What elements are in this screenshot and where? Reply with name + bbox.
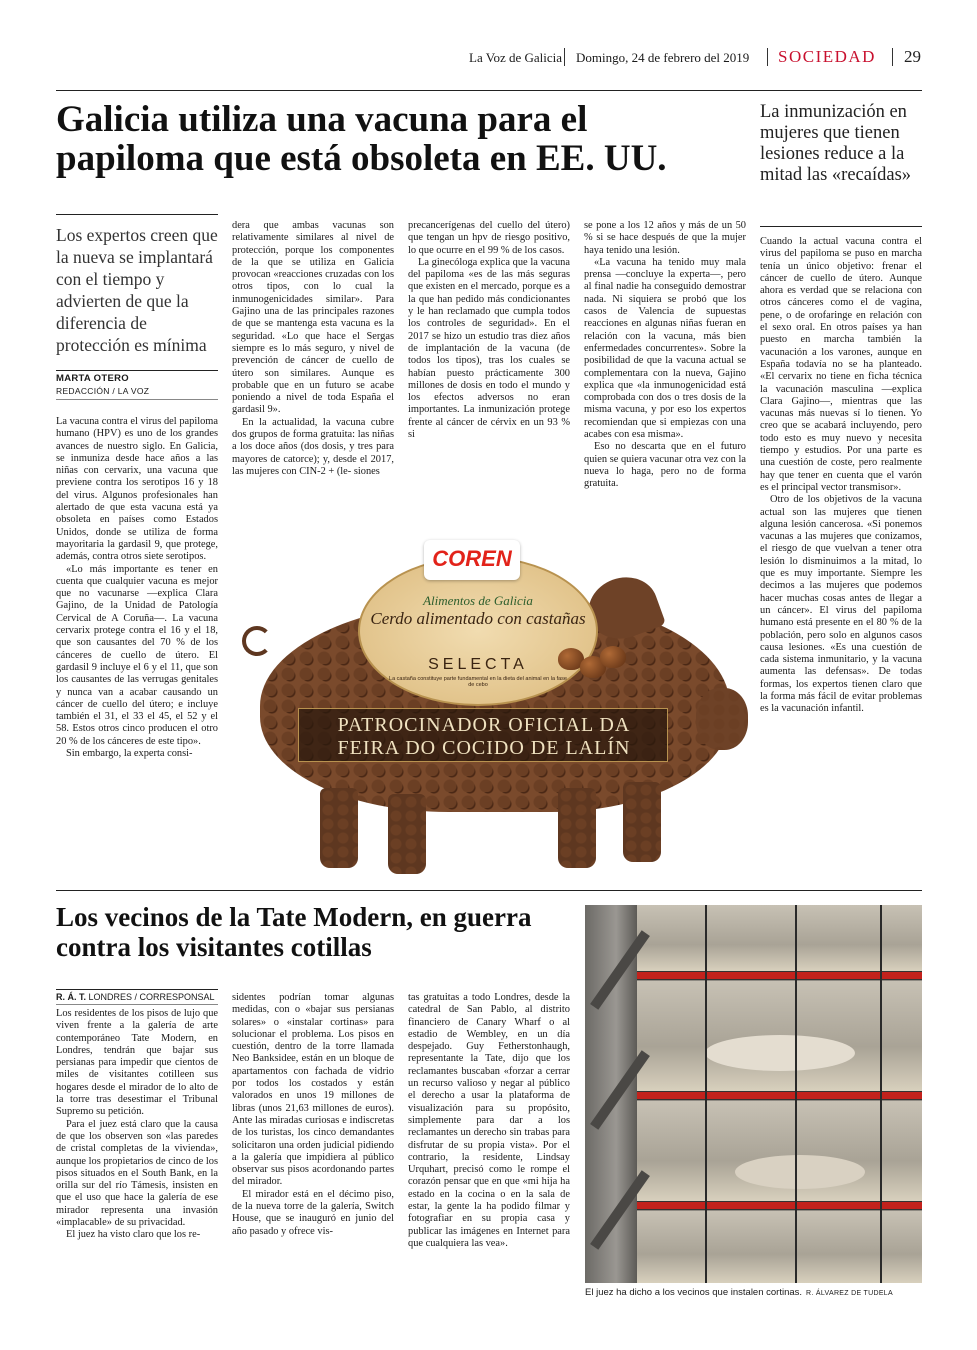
issue-date: Domingo, 24 de febrero del 2019 bbox=[576, 50, 750, 65]
byline-rule bbox=[56, 370, 218, 371]
article1-deck: Los expertos creen que la nueva se implantará con el tiempo y advierten de que la diferencia de protección es mínima bbox=[56, 225, 218, 355]
publication-name: La Voz de Galicia bbox=[469, 50, 563, 65]
paragraph: Sin embargo, la experta consi- bbox=[66, 748, 193, 760]
floor-slab bbox=[621, 1091, 922, 1100]
byline-rule bbox=[56, 989, 218, 990]
pig-leg bbox=[388, 794, 426, 874]
sidebar-headline: La inmunización en mujeres que tienen lesiones reduce a la mitad las «recaídas» bbox=[760, 102, 912, 185]
photo-credit: R. ÁLVAREZ DE TUDELA bbox=[806, 1290, 893, 1297]
ad-product: Cerdo alimentado con castañas bbox=[370, 609, 586, 628]
article2-headline: Los vecinos de la Tate Modern, en guerra contra los visitantes cotillas bbox=[56, 902, 532, 962]
window-floor bbox=[629, 905, 922, 971]
paragraph: La ginecóloga explica que la vacuna del papiloma «es de las más seguras que existen en el mercado, porque es a la que han pedido más condicionantes y le han reclamado que cumpla todos los controles de seguridad». En el 2017 se hizo un estudio tras diez años de implantación de la vacuna (de todos los tipos), tras los cuales se habían puesto prácticamente 300 millones de dosis en todo el mundo y los efectos adversos no eran importantes. La inmunización protege frente al cáncer de cérvix en un 93 % si bbox=[408, 256, 570, 441]
coren-logo-text: COREN bbox=[432, 546, 512, 571]
paragraph: Eso no descarta que en el futuro quien se quiera vacunar otra vez con la nueva lo haga, pero no de forma gratuita. bbox=[584, 441, 746, 490]
pig-tail-shape bbox=[242, 626, 272, 656]
window-mullion bbox=[705, 905, 707, 1283]
selecta-logo: SELECTA bbox=[428, 656, 528, 673]
byline-rule bbox=[56, 1004, 218, 1005]
window-mullion bbox=[880, 905, 882, 1283]
article2-column-1 bbox=[56, 1008, 218, 1308]
caption-text: El juez ha dicho a los vecinos que instalen cortinas. bbox=[585, 1287, 803, 1298]
chestnut-icon bbox=[600, 646, 626, 668]
page-number: 29 bbox=[904, 47, 921, 66]
paragraph: «Lo más importante es tener en cuenta que cualquier vacuna es mejor que no vacunarse —explica Clara Gajino, de la Unidad de Patología Cervical de A Coruña—. La vacuna cervarix protege contra el 16 y el 18, que son causantes del 70 % de los cánceres de cuello de útero. El gardasil 9 incluye el 6 y el 11, que son los causantes de las verrugas genitales y nunca van a acabar causando un cáncer de cuello del útero; e incluye también el 31, el 33 el 45, el 52 y el 58. Estos otros cinco producen el otro 20 % de los cánceres de este tipo». bbox=[56, 563, 218, 747]
coren-logo bbox=[424, 540, 520, 580]
ad-fine-print: La castaña constituye parte fundamental en la dieta del animal en la fase de cebo bbox=[389, 676, 567, 688]
floor-slab bbox=[621, 1201, 922, 1210]
paragraph: El juez ha visto claro que los re- bbox=[66, 1229, 201, 1241]
article1-headline: Galicia utiliza una vacuna para el papiloma que está obsoleta en EE. UU. bbox=[56, 99, 667, 179]
paragraph: dera que ambas vacunas son relativamente similares al nivel de protección, porque los componentes de la que se utiliza en Galicia provocan «reacciones cruzadas con los otros tipos, con lo cual la inmunogenicidades similar». Para Gajino una de las principales razones de que se mantenga esta vacuna es la seguridad. «Lo que hace el Sergas siempre es lo más seguro, y nivel de prevención de cáncer de cuello de útero son similares. Aunque es probable que en un futuro se acabe poniendo a nivel de toda España el gardasil 9». bbox=[232, 220, 394, 416]
article1-column-2 bbox=[232, 220, 394, 556]
ad-tagline: Alimentos de Galicia bbox=[423, 593, 533, 608]
sidebar-rule bbox=[760, 226, 922, 227]
article1-byline: MARTA OTERO bbox=[56, 373, 129, 384]
paragraph: sidentes podrían tomar algunas medidas, con o «bajar sus persianas solares» o «instalar cortinas» para solucionar el problema. Los pisos en cuestión, dentro de la torre llamada Neo Banksidee, están en un bloque de apartamentos con fachada de vidrio por todos los costados y están valorados en unos 19 millones de libras (unos 21,63 millones de euros). Ante las miradas curiosas e indiscretas de los turistas, los cinco demandantes solicitaron una orden judicial pidiendo a la galería que impidiera al público observar sus pisos acordonando partes del mirador. bbox=[232, 992, 394, 1188]
pig-leg bbox=[320, 788, 358, 868]
advertisement[interactable] bbox=[228, 538, 750, 878]
window-floor bbox=[629, 1211, 922, 1283]
header-divider bbox=[892, 48, 893, 66]
paragraph: se pone a los 12 años y más de un 50 % si se hace después de que la mujer haya tenido una lesión. bbox=[584, 220, 746, 256]
ad-sponsor-banner bbox=[298, 708, 668, 762]
paragraph: Otro de los objetivos de la vacuna actual son las mujeres que tienen alguna lesión cancerosa. «Si ponemos vacunas a las mujeres que conizamos, el riesgo de que vuelvan a tener otra lesión lo disminuimos a la mitad, lo que es muy importante. Siempre les decimos a las mujeres que podemos hacer muchas cosas antes de llegar a un cáncer». El virus del papiloma humano está presente en el 80 % de la población, pero solo en algunos casos causa lesiones. «Es una cuestión de cada sistema inmunitario, y la vacuna aumenta las defensas». De todas formas, los expertos tienen claro que la forma más fácil de evitar problemas es la vacunación infantil. bbox=[760, 494, 922, 715]
news-photo-building[interactable] bbox=[585, 905, 922, 1283]
page-header bbox=[56, 46, 922, 72]
article1-column-4 bbox=[584, 220, 746, 572]
sidebar-body bbox=[760, 236, 922, 876]
paragraph: En la actualidad, la vacuna cubre dos grupos de forma gratuita: las niñas a los doce años (dos dosis, y tres para mayores de catorce); y, desde el 2017, las mujeres con CIN-2 + (le- siones bbox=[232, 416, 394, 477]
header-divider bbox=[564, 48, 565, 66]
paragraph: «La vacuna ha tenido muy mala prensa —concluye la experta—, pero al final nadie ha conseguido demostrar nada. Ni siquiera se probó que los casos de Valencia de supuestas reacciones en algunas niñas fueran en relación con la vacuna, más bien enfermedades concurrentes». Sobre la posibilidad de que la vacuna actual se complementara con la nueva, Gajino explica que «la inmunogenicidad está comprobada con dos o tres dosis de la misma vacuna, y por eso los expertos recomiendan que si empiezas con una acabes con esa misma». bbox=[584, 256, 746, 441]
byline-rule bbox=[56, 399, 218, 400]
article2-byline-location: LONDRES / CORRESPONSAL bbox=[88, 992, 215, 1002]
pig-snout-shape bbox=[696, 688, 748, 750]
section-name: SOCIEDAD bbox=[778, 47, 876, 66]
window-mullion bbox=[795, 905, 797, 1283]
sponsor-line-2: FEIRA DO COCIDO DE LALÍN bbox=[337, 737, 631, 759]
paragraph: Para el juez está claro que la causa de que los observen son «las paredes de cristal completas de la vivienda», aunque los propietarios de cinco de los pisos situados en el South Bank, en la orilla sur del río Támesis, insisten en que el uso que hace la galería de ese mirador representa una invasión «implacable» de su privacidad. bbox=[56, 1118, 218, 1229]
paragraph: precancerígenas del cuello del útero) que tengan un hpv de riesgo positivo, lo que ocurre en el 99 % de los casos. bbox=[408, 220, 570, 256]
paragraph: El mirador está en el décimo piso, de la nueva torre de la galería, Switch House, que se inauguró en junio del año pasado y ofrece vis- bbox=[232, 1188, 394, 1237]
article2-column-3 bbox=[408, 992, 570, 1308]
section-rule bbox=[56, 890, 922, 891]
article1-column-1 bbox=[56, 416, 218, 876]
article1-column-3 bbox=[408, 220, 570, 502]
pig-leg bbox=[558, 788, 596, 868]
article2-byline bbox=[56, 992, 215, 1002]
article1-byline-sub: REDACCIÓN / LA VOZ bbox=[56, 386, 150, 396]
header-rule bbox=[56, 90, 922, 91]
header-divider bbox=[767, 48, 768, 66]
photo-caption bbox=[585, 1287, 922, 1298]
paragraph: tas gratuitas a todo Londres, desde la catedral de San Pablo, al distrito financiero de Canary Wharf o al estadio de Wembley, en un día despejado. Guy Fetherstonhaugh, representante la Tate, dijo que los reclamantes buscaban «forzar a cerrar un recurso valioso y negar al público el derecho a usar la plataforma de visualización para su propósito, simplemente para dar a los reclamantes un derecho sin trabas para disfrutar de su propia vista». Por el contrario, la residente, Lindsay Urquhart, precisó como le rompe el corazón pensar que en que «mi hija ha estado en la cocina o en la sala de estar, la gente la ha podido filmar y fotografiar en su propia casa y publicar las imágenes en Internet para que cualquiera las vea». bbox=[408, 992, 570, 1249]
paragraph: Los residentes de los pisos de lujo que viven frente a la galería de arte contemporáneo Tate Modern, en Londres, tendrán que bajar sus persianas para impedir que cientos de miles de visitantes cotilleen sus hogares desde el mirador de lo alto de la torre tras desestimar el Tribunal Supremo su petición. bbox=[56, 1008, 218, 1118]
rug bbox=[735, 1155, 865, 1189]
pig-leg bbox=[623, 782, 661, 862]
paragraph: La vacuna contra el virus del papiloma humano (HPV) es uno de los grandes avances de nuestro siglo. En Galicia, se inmuniza desde hace años a las niñas con cervarix, una vacuna que previene contra los serotipos 16 y 18 del virus. Algunos profesionales han alertado de que esta vacuna está ya obsoleta en países como Estados Unidos, donde se utiliza de forma mayoritaria la gardasil 9, que protege, además, contra otros siete serotipos. bbox=[56, 416, 218, 563]
rug bbox=[705, 1035, 855, 1071]
article2-column-2 bbox=[232, 992, 394, 1308]
deck-rule bbox=[56, 214, 218, 215]
article2-byline-initials: R. Á. T. bbox=[56, 992, 87, 1002]
sponsor-line-1: PATROCINADOR OFICIAL DA bbox=[337, 714, 631, 736]
paragraph: Cuando la actual vacuna contra el virus del papiloma se puso en marcha tenía un único objetivo: frenar el cáncer de cuello de útero. Aunque ahora es verdad que se relaciona con otros cánceres como el de vagina, pene, o de orofaringe en relación con el sexo oral. En otros países ya han puesto en marcha también la vacunación a los varones, aunque en España todavía no se ha planteado. «El cervarix no tiene en ficha técnica la vacunación masculina —explica Clara Gajino—, mientras que las vacunas más nuevas sí lo tienen. Yo creo que se acabará incluyendo, pero todo esto es muy nuevo y necesita tiempo y estudios. Por una parte es una cuestión de coste, pero realmente hay que tener en cuenta que el varón es el principal vector transmisor». bbox=[760, 236, 922, 493]
floor-slab bbox=[621, 971, 922, 980]
